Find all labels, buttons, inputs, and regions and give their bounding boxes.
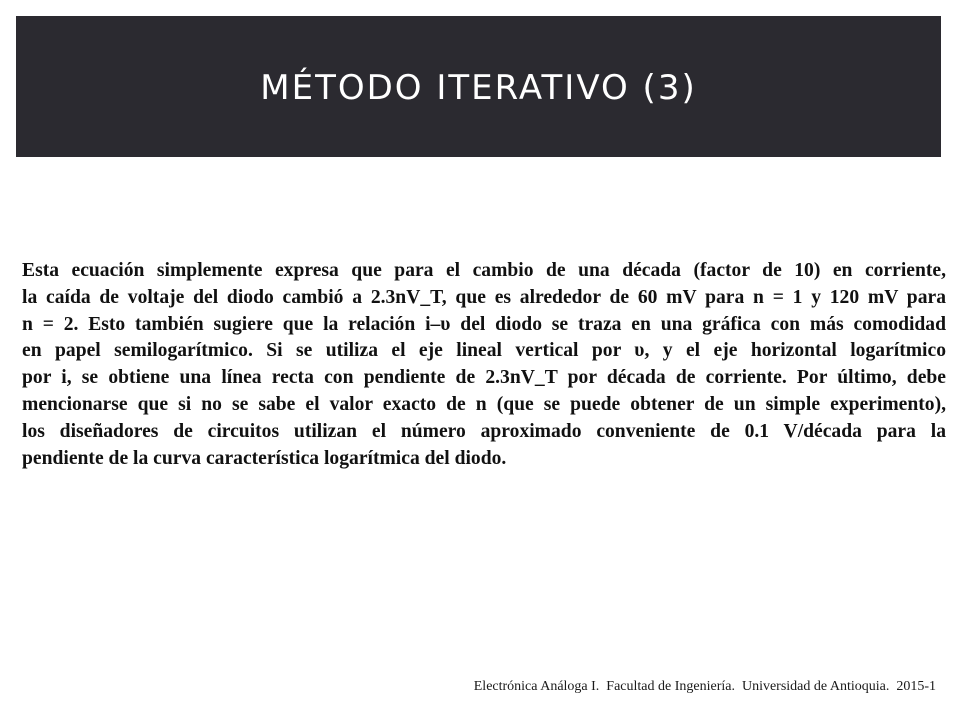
paragraph-line: la caída de voltaje del diodo cambió a 2.3nV_T, que es alrededor de 60 mV para n = 1 y 120 mV para bbox=[22, 286, 946, 308]
title-bar bbox=[16, 16, 941, 157]
paragraph-line: en papel semilogarítmico. Si se utiliza el eje lineal vertical por υ, y el eje horizontal logarítmico bbox=[22, 340, 946, 362]
paragraph-line: pendiente de la curva característica logarítmica del diodo. bbox=[22, 447, 507, 469]
paragraph-line: Esta ecuación simplemente expresa que para el cambio de una década (factor de 10) en corriente, bbox=[22, 260, 946, 281]
paragraph-line: por i, se obtiene una línea recta con pendiente de 2.3nV_T por década de corriente. Por último, debe bbox=[22, 367, 946, 389]
paragraph-line: mencionarse que si no se sabe el valor exacto de n (que se puede obtener de un simple experimento), bbox=[22, 393, 946, 415]
scanned-paragraph bbox=[22, 258, 946, 498]
paragraph-line: los diseñadores de circuitos utilizan el número aproximado conveniente de 0.1 V/década para la bbox=[22, 420, 946, 442]
slide-title: MÉTODO ITERATIVO (3) bbox=[260, 67, 697, 108]
slide-footer: Electrónica Análoga I. Facultad de Ingeniería. Universidad de Antioquia. 2015-1 bbox=[473, 679, 936, 694]
paragraph-line: n = 2. Esto también sugiere que la relación i–υ del diodo se traza en una gráfica con más comodidad bbox=[22, 313, 946, 335]
